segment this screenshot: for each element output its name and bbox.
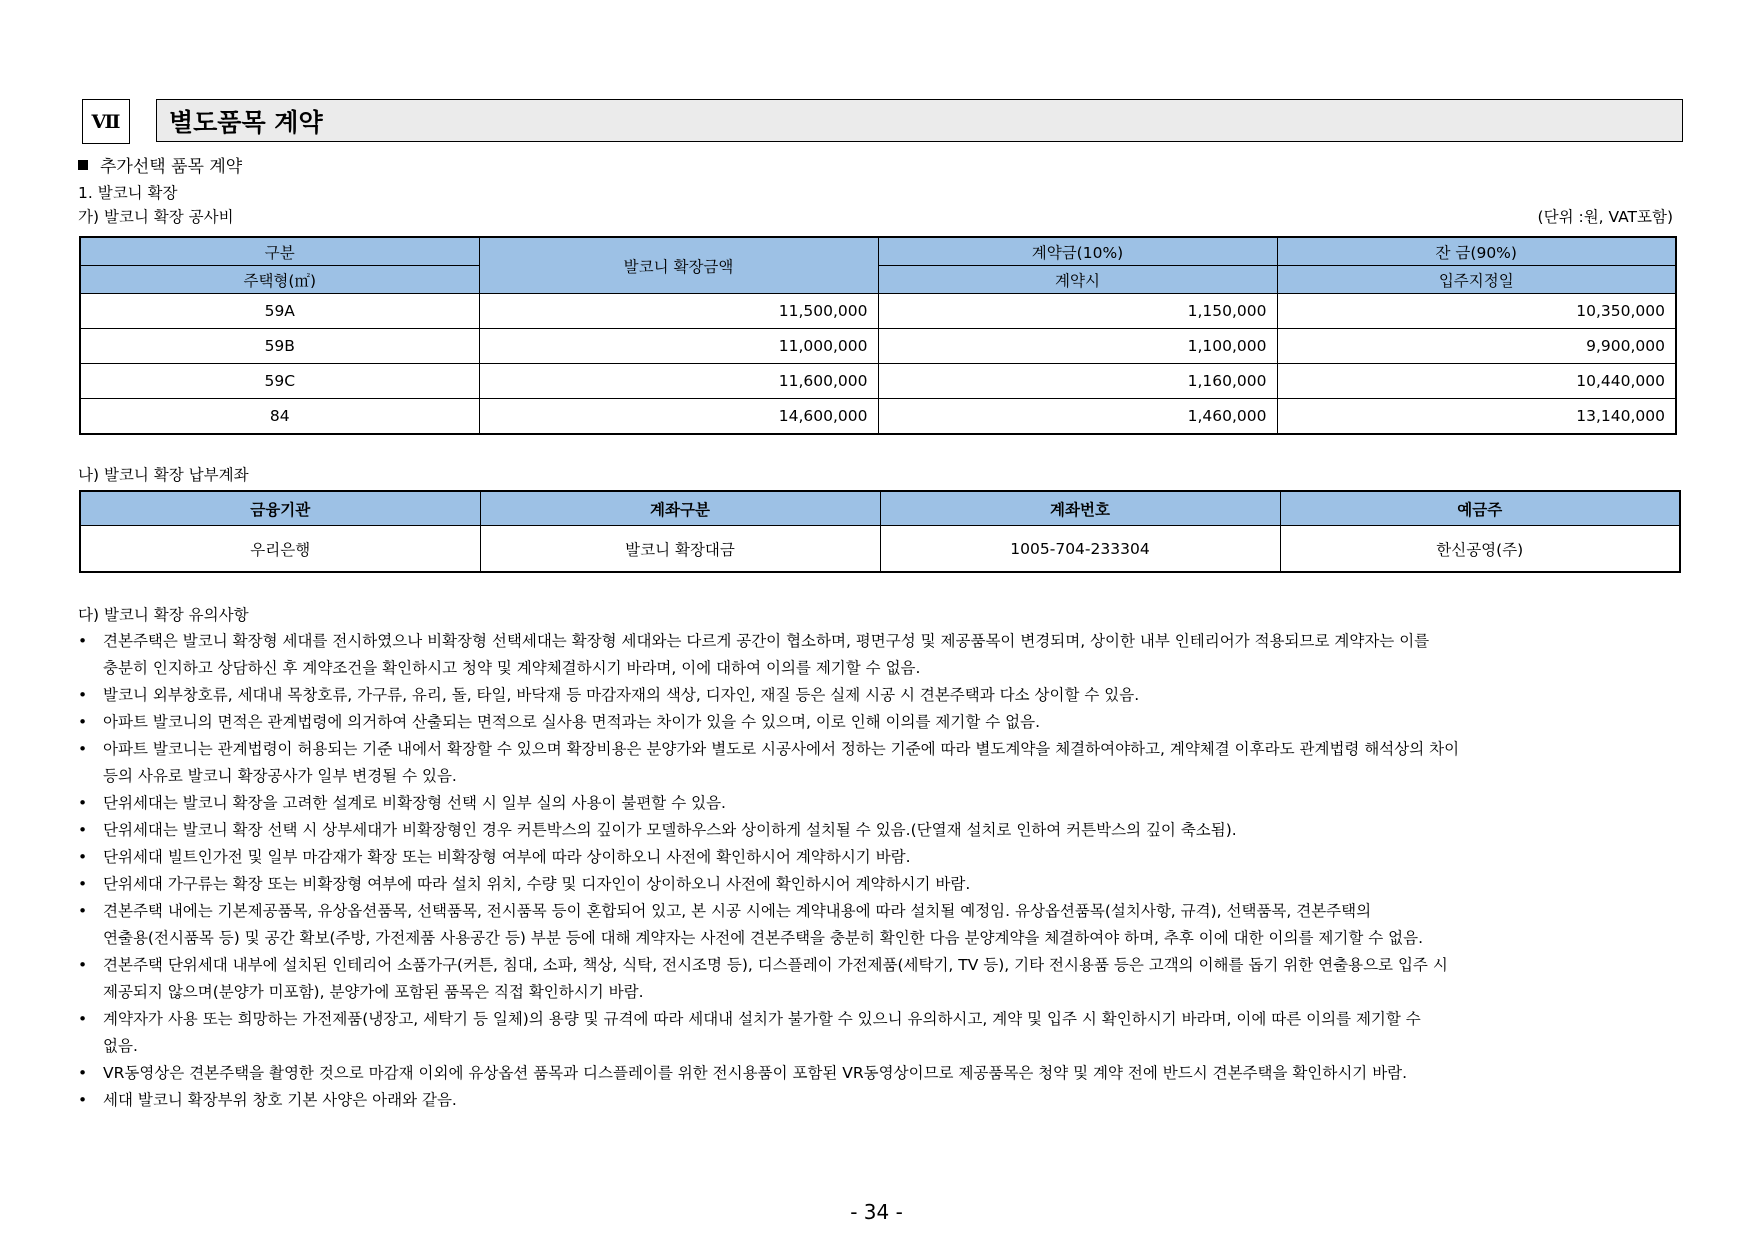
subsection-notes: 다) 발코니 확장 유의사항 bbox=[78, 606, 249, 624]
cell-amount: 11,500,000 bbox=[479, 294, 878, 329]
note-line: 충분히 인지하고 상담하신 후 계약조건을 확인하시고 청약 및 계약체결하시기 바라며, 이에 대하여 이의를 제기할 수 없음. bbox=[103, 659, 921, 677]
cell-amount: 14,600,000 bbox=[479, 399, 878, 435]
header-type-bottom: 주택형(㎡) bbox=[80, 266, 479, 294]
note-line: 견본주택은 발코니 확장형 세대를 전시하였으나 비확장형 선택세대는 확장형 세대와는 다르게 공간이 협소하며, 평면구성 및 제공품목이 변경되며, 상이한 내부 인테리어가 적용되므로 계약자는 이를 bbox=[103, 632, 1430, 650]
bullet-dot: • bbox=[78, 1091, 88, 1109]
bullet-dot: • bbox=[78, 794, 88, 812]
cell-account-type: 발코니 확장대금 bbox=[480, 526, 880, 573]
note-line: 제공되지 않으며(분양가 미포함), 분양가에 포함된 품목은 직접 확인하시기 바람. bbox=[103, 983, 644, 1001]
note-item bbox=[78, 682, 1680, 709]
note-line: 아파트 발코니는 관계법령이 허용되는 기준 내에서 확장할 수 있으며 확장비용은 분양가와 별도로 시공사에서 정하는 기준에 따라 별도계약을 체결하여야하고, 계약체결 이후라도 관계법령 해석상의 차이 bbox=[103, 740, 1460, 758]
note-item bbox=[78, 709, 1680, 736]
chapter-number: Ⅶ bbox=[82, 99, 130, 144]
note-item bbox=[78, 790, 1680, 817]
notes-list bbox=[78, 628, 1680, 1114]
note-line: 아파트 발코니의 면적은 관계법령에 의거하여 산출되는 면적으로 실사용 면적과는 차이가 있을 수 있으며, 이로 인해 이의를 제기할 수 없음. bbox=[103, 713, 1041, 731]
bullet-dot: • bbox=[78, 740, 88, 758]
cell-amount: 11,600,000 bbox=[479, 364, 878, 399]
table-row bbox=[80, 526, 1680, 573]
subsection-cost: 가) 발코니 확장 공사비 bbox=[78, 208, 234, 226]
section-title bbox=[78, 152, 242, 177]
cell-type: 84 bbox=[80, 399, 479, 435]
bullet-dot: • bbox=[78, 875, 88, 893]
unit-note: (단위 :원, VAT포함) bbox=[1537, 208, 1673, 226]
note-item bbox=[78, 1060, 1680, 1087]
note-line: 세대 발코니 확장부위 창호 기본 사양은 아래와 같음. bbox=[103, 1091, 457, 1109]
note-item bbox=[78, 628, 1680, 682]
header-deposit-top: 계약금(10%) bbox=[878, 237, 1277, 266]
table-row bbox=[80, 399, 1676, 435]
cell-amount: 11,000,000 bbox=[479, 329, 878, 364]
balcony-cost-table bbox=[79, 236, 1677, 435]
section-title-text: 추가선택 품목 계약 bbox=[100, 157, 243, 177]
subsection-balcony: 1. 발코니 확장 bbox=[78, 184, 178, 202]
bullet-dot: • bbox=[78, 1064, 88, 1082]
cell-type: 59C bbox=[80, 364, 479, 399]
table-row bbox=[80, 294, 1676, 329]
bullet-dot: • bbox=[78, 821, 88, 839]
header-holder: 예금주 bbox=[1280, 491, 1680, 526]
cell-account-number: 1005-704-233304 bbox=[880, 526, 1280, 573]
bullet-dot: • bbox=[78, 713, 88, 731]
note-line: 발코니 외부창호류, 세대내 목창호류, 가구류, 유리, 돌, 타일, 바닥재 등 마감자재의 색상, 디자인, 재질 등은 실제 시공 시 견본주택과 다소 상이할 수 있음. bbox=[103, 686, 1140, 704]
bullet-dot: • bbox=[78, 1010, 88, 1028]
note-item bbox=[78, 1087, 1680, 1114]
header-balance-bottom: 입주지정일 bbox=[1277, 266, 1676, 294]
cell-balance: 10,350,000 bbox=[1277, 294, 1676, 329]
chapter-title: 별도품목 계약 bbox=[156, 99, 1683, 142]
note-line: 단위세대는 발코니 확장을 고려한 설계로 비확장형 선택 시 일부 실의 사용이 불편할 수 있음. bbox=[103, 794, 726, 812]
note-line: 단위세대 빌트인가전 및 일부 마감재가 확장 또는 비확장형 여부에 따라 상이하오니 사전에 확인하시어 계약하시기 바람. bbox=[103, 848, 911, 866]
payment-account-table bbox=[79, 490, 1681, 573]
page-number: - 34 - bbox=[850, 1200, 903, 1224]
note-line: VR동영상은 견본주택을 촬영한 것으로 마감재 이외에 유상옵션 품목과 디스플레이를 위한 전시용품이 포함된 VR동영상이므로 제공품목은 청약 및 계약 전에 반드시 견본주택을 확인하시기 바람. bbox=[103, 1064, 1408, 1082]
cell-balance: 9,900,000 bbox=[1277, 329, 1676, 364]
cell-balance: 10,440,000 bbox=[1277, 364, 1676, 399]
header-balance-top: 잔 금(90%) bbox=[1277, 237, 1676, 266]
bullet-dot: • bbox=[78, 956, 88, 974]
cell-holder: 한신공영(주) bbox=[1280, 526, 1680, 573]
header-deposit-bottom: 계약시 bbox=[878, 266, 1277, 294]
note-line: 단위세대 가구류는 확장 또는 비확장형 여부에 따라 설치 위치, 수량 및 디자인이 상이하오니 사전에 확인하시어 계약하시기 바람. bbox=[103, 875, 971, 893]
note-line: 견본주택 단위세대 내부에 설치된 인테리어 소품가구(커튼, 침대, 소파, 책상, 식탁, 전시조명 등), 디스플레이 가전제품(세탁기, TV 등), 기타 전시용품 등은 고객의 이해를 돕기 위한 연출용으로 입주 시 bbox=[103, 956, 1448, 974]
header-account-number: 계좌번호 bbox=[880, 491, 1280, 526]
note-item bbox=[78, 844, 1680, 871]
cell-balance: 13,140,000 bbox=[1277, 399, 1676, 435]
note-item bbox=[78, 871, 1680, 898]
note-item bbox=[78, 898, 1680, 952]
bullet-dot: • bbox=[78, 686, 88, 704]
cell-type: 59A bbox=[80, 294, 479, 329]
cell-bank: 우리은행 bbox=[80, 526, 480, 573]
cell-deposit: 1,460,000 bbox=[878, 399, 1277, 435]
cell-deposit: 1,100,000 bbox=[878, 329, 1277, 364]
bullet-dot: • bbox=[78, 902, 88, 920]
subsection-account: 나) 발코니 확장 납부계좌 bbox=[78, 466, 249, 484]
header-bank: 금융기관 bbox=[80, 491, 480, 526]
bullet-dot: • bbox=[78, 848, 88, 866]
note-line: 계약자가 사용 또는 희망하는 가전제품(냉장고, 세탁기 등 일체)의 용량 및 규격에 따라 세대내 설치가 불가할 수 있으니 유의하시고, 계약 및 입주 시 확인하시기 바라며, 이에 따른 이의를 제기할 수 bbox=[103, 1010, 1421, 1028]
note-line: 등의 사유로 발코니 확장공사가 일부 변경될 수 있음. bbox=[103, 767, 457, 785]
table-row bbox=[80, 364, 1676, 399]
note-line: 연출용(전시품목 등) 및 공간 확보(주방, 가전제품 사용공간 등) 부분 등에 대해 계약자는 사전에 견본주택을 충분히 확인한 다음 분양계약을 체결하여야 하며, 추후 이에 대한 이의를 제기할 수 없음. bbox=[103, 929, 1423, 947]
cell-type: 59B bbox=[80, 329, 479, 364]
note-item bbox=[78, 736, 1680, 790]
cell-deposit: 1,160,000 bbox=[878, 364, 1277, 399]
header-type-top: 구분 bbox=[80, 237, 479, 266]
note-line: 단위세대는 발코니 확장 선택 시 상부세대가 비확장형인 경우 커튼박스의 깊이가 모델하우스와 상이하게 설치될 수 있음.(단열재 설치로 인하여 커튼박스의 깊이 축소됨). bbox=[103, 821, 1237, 839]
table-row bbox=[80, 329, 1676, 364]
note-item bbox=[78, 952, 1680, 1006]
square-bullet-icon bbox=[78, 160, 88, 170]
note-item bbox=[78, 817, 1680, 844]
chapter-header bbox=[82, 99, 1685, 144]
note-item bbox=[78, 1006, 1680, 1060]
bullet-dot: • bbox=[78, 632, 88, 650]
header-amount: 발코니 확장금액 bbox=[479, 237, 878, 294]
header-account-type: 계좌구분 bbox=[480, 491, 880, 526]
cell-deposit: 1,150,000 bbox=[878, 294, 1277, 329]
note-line: 없음. bbox=[103, 1037, 138, 1055]
note-line: 견본주택 내에는 기본제공품목, 유상옵션품목, 선택품목, 전시품목 등이 혼합되어 있고, 본 시공 시에는 계약내용에 따라 설치될 예정임. 유상옵션품목(설치사항, 규격), 선택품목, 견본주택의 bbox=[103, 902, 1372, 920]
